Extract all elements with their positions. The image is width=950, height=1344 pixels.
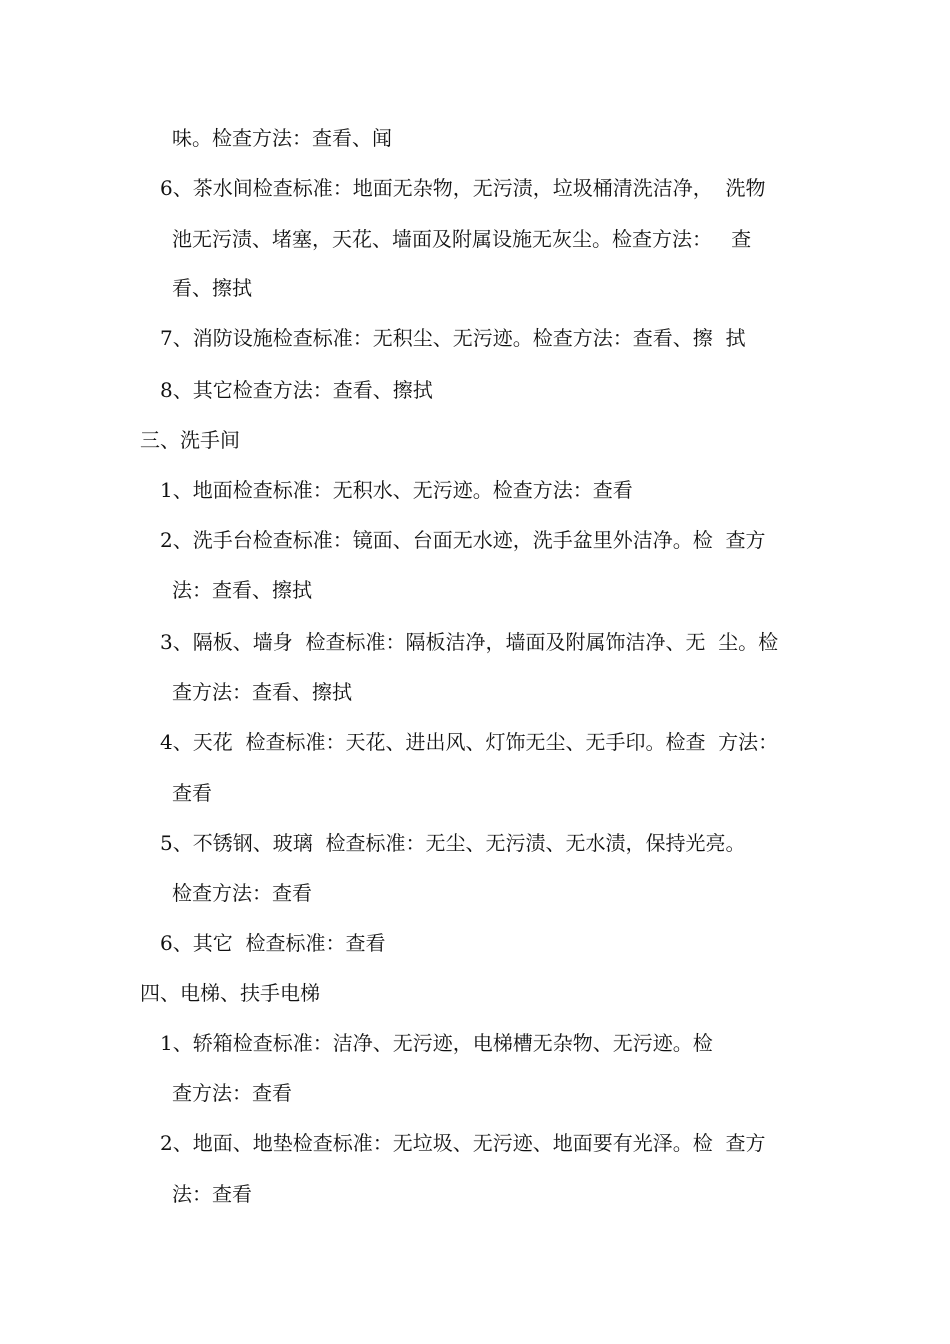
text-line-continuation: 查看 [172,781,212,805]
text-line-continuation: 查方法：查看、擦拭 [172,680,352,704]
list-item-7-fire-facilities: 7、消防设施检查标准：无积尘、无污迹。检查方法：查看、擦 拭 [160,326,746,350]
text-line-continuation: 看、擦拭 [172,276,252,300]
list-item-2-floor-mat: 2、地面、地垫检查标准：无垃圾、无污迹、地面要有光泽。检 查方 [160,1131,766,1155]
list-item-1-car: 1、轿箱检查标准：洁净、无污迹，电梯槽无杂物、无污迹。检 [160,1031,713,1055]
text-line-continuation: 法：查看 [172,1182,252,1206]
list-item-8-other: 8、其它检查方法：查看、擦拭 [160,378,433,402]
text-line-continuation: 法：查看、擦拭 [172,578,312,602]
list-item-1-floor: 1、地面检查标准：无积水、无污迹。检查方法：查看 [160,478,633,502]
list-item-6-tea-room: 6、茶水间检查标准：地面无杂物，无污渍，垃圾桶清洗洁净， 洗物 [160,176,766,200]
section-heading-elevator: 四、电梯、扶手电梯 [140,981,320,1005]
list-item-5-steel-glass: 5、不锈钢、玻璃 检查标准：无尘、无污渍、无水渍，保持光亮。 [160,831,746,855]
list-item-3-partition: 3、隔板、墙身 检查标准：隔板洁净，墙面及附属饰洁净、无 尘。检 [160,630,779,654]
text-line-continuation: 检查方法：查看 [172,881,312,905]
text-line-continuation: 池无污渍、堵塞，天花、墙面及附属设施无灰尘。检查方法： 查 [172,227,752,251]
section-heading-restroom: 三、洗手间 [140,428,240,452]
list-item-2-washbasin: 2、洗手台检查标准：镜面、台面无水迹，洗手盆里外洁净。检 查方 [160,528,766,552]
text-line-continuation: 查方法：查看 [172,1081,292,1105]
text-line-continuation: 味。检查方法：查看、闻 [172,126,392,150]
list-item-6-other: 6、其它 检查标准：查看 [160,931,386,955]
list-item-4-ceiling: 4、天花 检查标准：天花、进出风、灯饰无尘、无手印。检查 方法： [160,730,779,754]
